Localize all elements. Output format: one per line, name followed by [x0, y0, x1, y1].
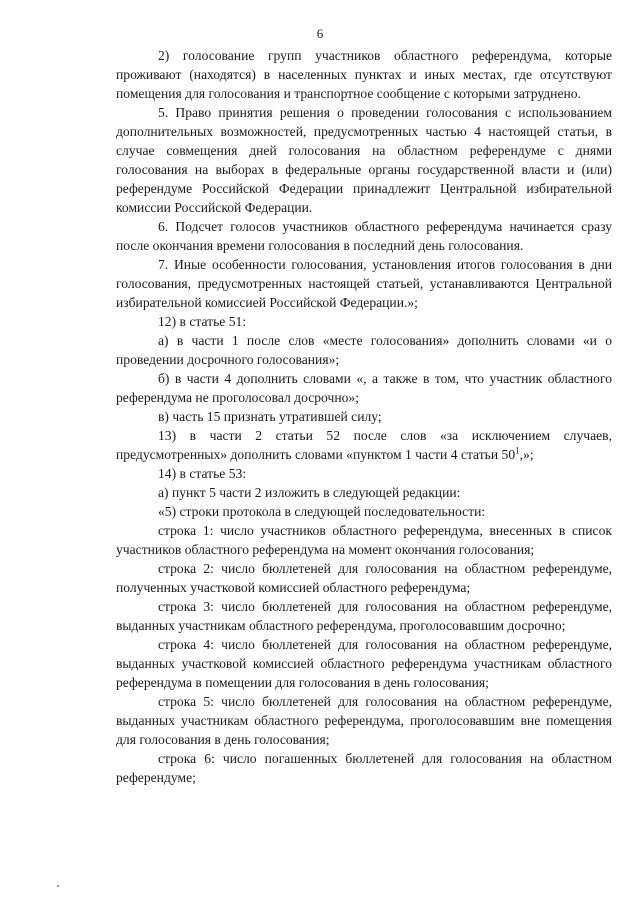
footnote-superscript: 1	[515, 445, 520, 456]
paragraph: «5) строки протокола в следующей последовательности:	[158, 504, 486, 519]
document-body	[116, 46, 612, 787]
paragraph: 12) в статье 51:	[158, 314, 247, 329]
paragraph: 6. Подсчет голосов участников областного референдума начинается сразу после окончания времени голосования в последний день голосования.	[116, 219, 612, 253]
paragraph-text: 13) в части 2 статьи 52 после слов «за исключением случаев, предусмотренных» дополнить словами «пунктом 1 части 4 статьи 50	[116, 428, 612, 462]
paragraph	[116, 426, 612, 464]
paragraph: строка 6: число погашенных бюллетеней для голосования на областном референдуме;	[116, 751, 612, 785]
paragraph: в) часть 15 признать утратившей силу;	[158, 409, 382, 424]
paragraph: б) в части 4 дополнить словами «, а также в том, что участник областного референдума не проголосовал досрочно»;	[116, 371, 612, 405]
paragraph: 2) голосование групп участников областного референдума, которые проживают (находятся) в населенных пунктах и иных местах, где отсутствуют помещения для голосования и транспортное сообщение с которыми затруднено.	[116, 48, 612, 101]
paragraph-tail: ,»;	[519, 447, 534, 462]
paragraph: строка 4: число бюллетеней для голосования на областном референдуме, выданных участковой комиссией областного референдума участникам областного референдума в помещении для голосования в день голосования;	[116, 637, 612, 690]
paragraph: строка 2: число бюллетеней для голосования на областном референдуме, полученных участковой комиссией областного референдума;	[116, 561, 612, 595]
paragraph: 14) в статье 53:	[158, 466, 247, 481]
paragraph: строка 5: число бюллетеней для голосования на областном референдуме, выданных участникам областного референдума, проголосовавшим вне помещения для голосования в день голосования;	[116, 694, 612, 747]
paragraph: 7. Иные особенности голосования, установления итогов голосования в дни голосования, предусмотренных настоящей статьей, устанавливаются Центральной избирательной комиссией Российской Федерации.»;	[116, 257, 612, 310]
paragraph: строка 3: число бюллетеней для голосования на областном референдуме, выданных участникам областного референдума, проголосовавшим досрочно;	[116, 599, 612, 633]
paragraph: 5. Право принятия решения о проведении голосования с использованием дополнительных возможностей, предусмотренных частью 4 настоящей статьи, в случае совмещения дней голосования на областном референдуме с днями голосования на выборах в федеральные органы государственной власти и (или) референдуме Российской Федерации принадлежит Центральной избирательной комиссии Российской Федерации.	[116, 105, 612, 215]
page-number: 6	[316, 26, 324, 41]
paragraph: а) в части 1 после слов «месте голосования» дополнить словами «и о проведении досрочного голосования»;	[116, 333, 612, 367]
paragraph: а) пункт 5 части 2 изложить в следующей редакции:	[158, 485, 461, 500]
scan-artifact-dot	[57, 885, 59, 887]
paragraph: строка 1: число участников областного референдума, внесенных в список участников областного референдума на момент окончания голосования;	[116, 523, 612, 557]
